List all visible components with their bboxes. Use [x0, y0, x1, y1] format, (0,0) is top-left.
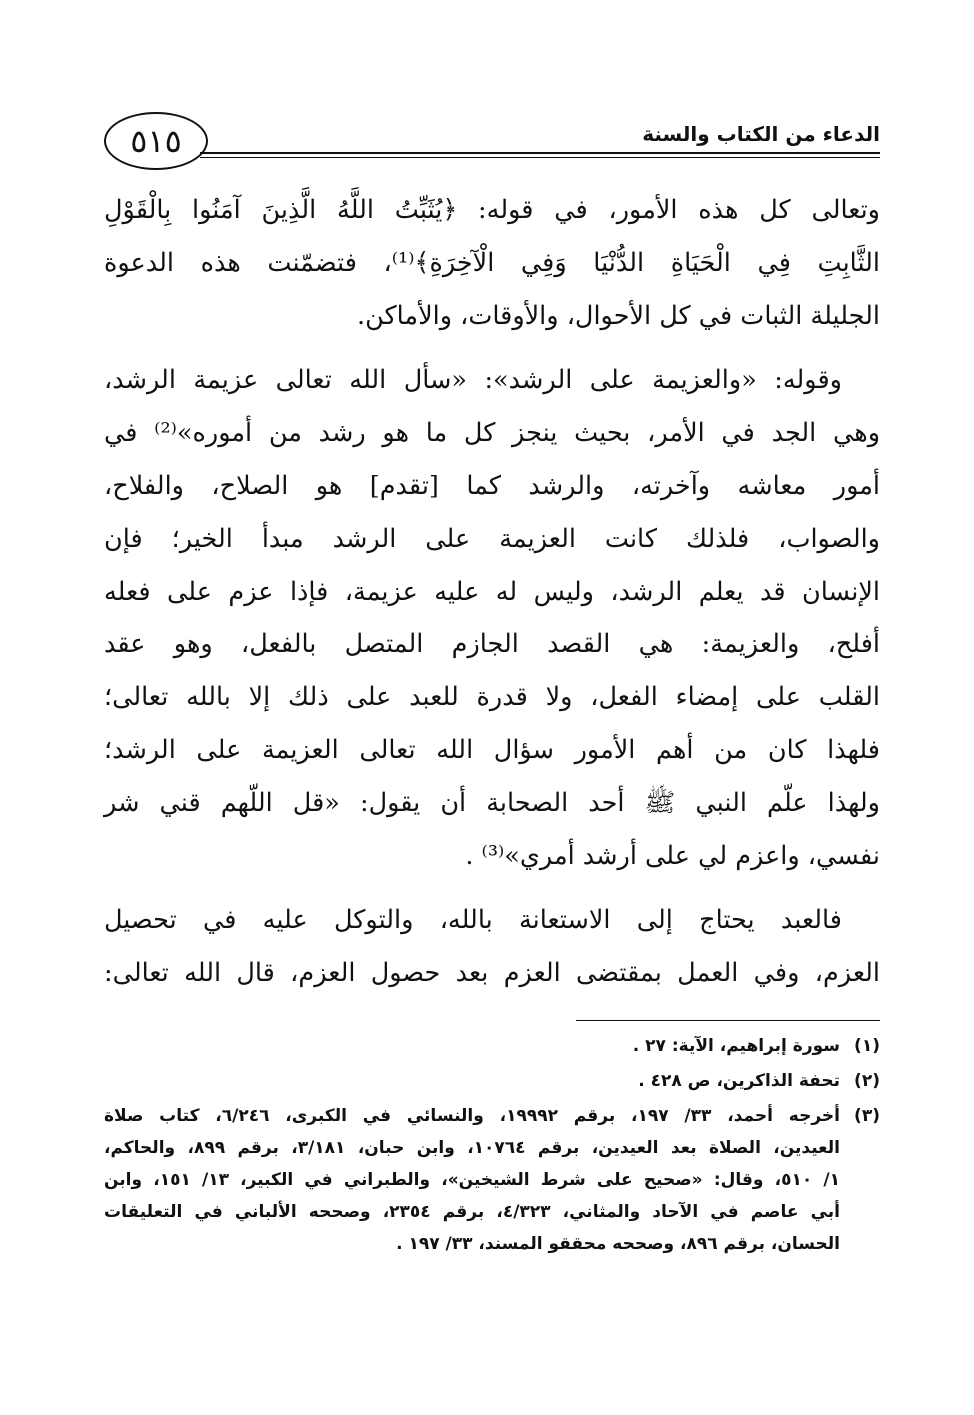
footnote-text: تحفة الذاكرين، ص ٤٢٨ .: [638, 1071, 840, 1091]
footnote-line: ١/ ٥١٠، وقال: «صحيح على شرط الشيخين»، والطبراني في الكبير، ١٣/ ١٥١، وابن: [104, 1170, 840, 1190]
text-line: وقوله: «والعزيمة على الرشد»: «سأل الله تعالى عزيمة الرشد،: [104, 365, 842, 396]
running-title: الدعاء من الكتاب والسنة: [642, 122, 880, 146]
header-rule-thin: [200, 157, 880, 158]
page-header: [104, 112, 880, 184]
paragraph-2: [104, 354, 880, 882]
paragraph-1: [104, 184, 880, 342]
text-line: العزم، وفي العمل بمقتضى العزم بعد حصول العزم، قال الله تعالى:: [104, 958, 880, 989]
footnote-separator: [576, 1020, 880, 1021]
footnotes: [104, 1030, 880, 1263]
page-number: ٥١٥: [104, 112, 208, 170]
paragraph-3: [104, 894, 880, 1000]
footnote-2: [104, 1065, 880, 1097]
footnote-number: (٣): [854, 1106, 880, 1126]
text-line: فلهذا كان من أهم الأمور سؤال الله تعالى العزيمة على الرشد؛: [104, 734, 880, 765]
text-line: فالعبد يحتاج إلى الاستعانة بالله، والتوكل عليه في تحصيل: [104, 905, 842, 936]
text-line: ولهذا علّم النبي ﷺ أحد الصحابة أن يقول: «قل اللّهم قني شر: [104, 787, 880, 818]
text-line: أمور معاشه وآخرته، والرشد كما [تقدم] هو الصلاح، والفلاح،: [104, 470, 880, 501]
footnote-line: أبي عاصم في الآحاد والمثاني، ٤/٣٢٣، برقم ٢٣٥٤، وصححه الألباني في التعليقات: [104, 1202, 840, 1222]
text-line: وهي الجد في الأمر، بحيث ينجز كل ما هو رشد من أموره»⁽²⁾ في: [104, 418, 881, 449]
footnote-line: الحسان، برقم ٨٩٦، وصححه محققو المسند، ٣٣/ ١٩٧ .: [396, 1234, 840, 1254]
footnote-number: (٢): [854, 1071, 880, 1091]
footnote-line: العيدين، الصلاة بعد العيدين، برقم ١٠٧٦٤، وابن حبان، ٣/١٨١، برقم ٨٩٩، والحاكم،: [104, 1138, 840, 1158]
text-line: أفلح، والعزيمة: هي القصد الجازم المتصل بالفعل، وهو عقد: [104, 629, 880, 660]
footnote-text: سورة إبراهيم، الآية: ٢٧ .: [632, 1036, 840, 1056]
text-line: الإنسان قد يعلم الرشد، وليس له عليه عزيمة، فإذا عزم على فعله: [104, 576, 880, 607]
main-text: [104, 184, 880, 1000]
text-line: نفسي، واعزم لي على أرشد أمري»⁽³⁾ .: [465, 840, 880, 871]
footnote-number: (١): [854, 1036, 880, 1056]
text-line: الثَّابِتِ فِي الْحَيَاةِ الدُّنْيَا وَفِي الْآخِرَةِ﴾⁽¹⁾، فتضمّنت هذه الدعوة: [104, 247, 881, 278]
text-line: القلب على إمضاء الفعل، ولا قدرة للعبد على ذلك إلا بالله تعالى؛: [104, 682, 880, 713]
text-line: وتعالى كل هذه الأمور، في قوله: ﴿يُثَبِّتُ اللَّهُ الَّذِينَ آمَنُوا بِالْقَوْلِ: [104, 195, 880, 225]
text-line: الجليلة الثبات في كل الأحوال، والأوقات، والأماكن.: [357, 300, 880, 331]
header-rule: [200, 152, 880, 154]
footnote-3: [104, 1100, 880, 1260]
footnote-line: أخرجه أحمد، ٣٣/ ١٩٧، برقم ١٩٩٩٢، والنسائي في الكبرى، ٦/٢٤٦، كتاب صلاة: [104, 1106, 840, 1126]
footnote-1: [104, 1030, 880, 1062]
text-line: والصواب، فلذلك كانت العزيمة على الرشد مبدأ الخير؛ فإن: [104, 523, 880, 554]
